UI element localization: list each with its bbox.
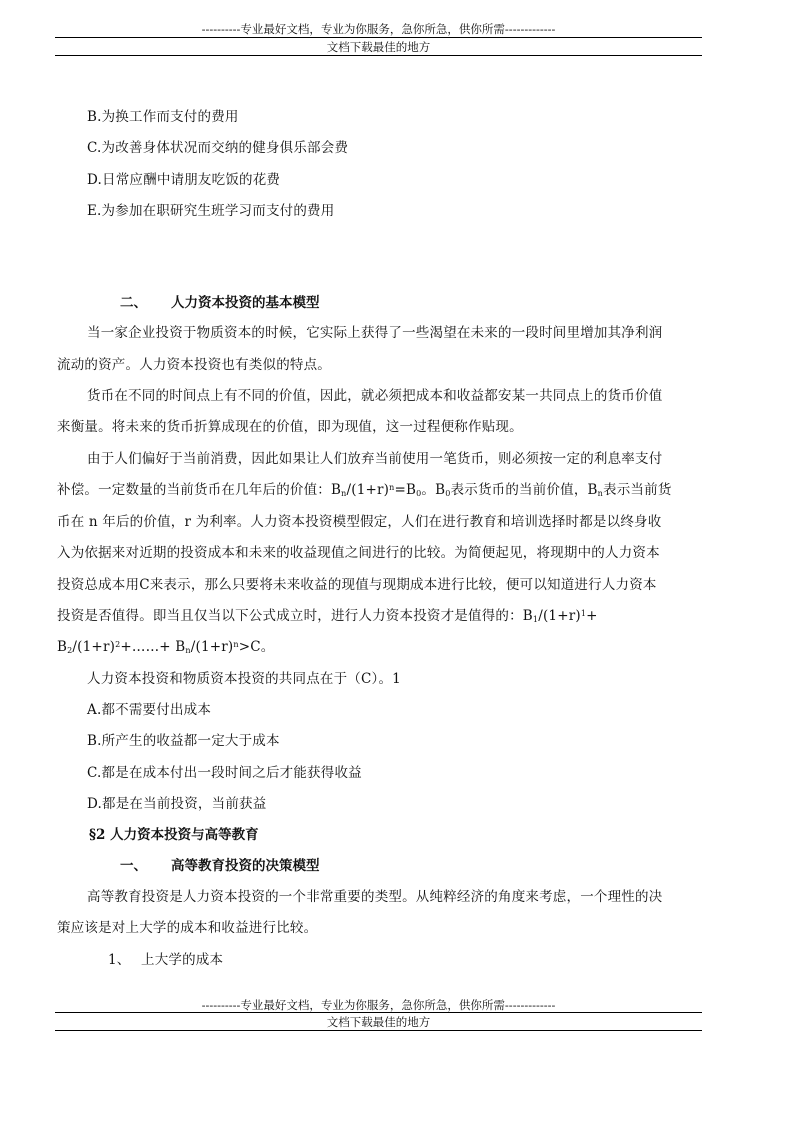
paragraph-line: 币在 n 年后的价值，r 为利率。人力资本投资模型假定，人们在进行教育和培训选择时都是以终身收 bbox=[57, 514, 662, 530]
item-title: 上大学的成本 bbox=[141, 952, 224, 968]
item-number: 1、 bbox=[108, 952, 131, 968]
page-header-subtitle: 文档下载最佳的地方 bbox=[326, 40, 431, 54]
option-b: B.所产生的收益都一定大于成本 bbox=[87, 733, 280, 749]
formula-line: 补偿。一定数量的当前货币在几年后的价值：$B_n/(1+r)^n=B_0$。$B_0$表示货币的当前价值，$B_n$表示当前货 bbox=[57, 482, 672, 498]
footer-rule bbox=[55, 1012, 702, 1013]
section-title: 人力资本投资的基本模型 bbox=[171, 295, 320, 311]
formula-line: 投资是否值得。即当且仅当以下公式成立时，进行人力资本投资才是值得的：$B_1/(1+r)^1+$ bbox=[57, 608, 598, 624]
page-footer-banner: ----------专业最好文档，专业为你服务，急你所急，供你所需------------- bbox=[201, 998, 556, 1012]
option-b: B.为换工作而支付的费用 bbox=[87, 109, 239, 125]
section-number: 一、 bbox=[120, 858, 147, 874]
paragraph-line: 入为依据来对近期的投资成本和未来的收益现值之间进行的比较。为简便起见，将现期中的人力资本 bbox=[57, 545, 660, 561]
header-rule bbox=[55, 37, 702, 38]
option-c: C.为改善身体状况而交纳的健身俱乐部会费 bbox=[87, 140, 349, 156]
footer-rule-bottom bbox=[55, 1030, 702, 1031]
option-d: D.日常应酬中请朋友吃饭的花费 bbox=[87, 172, 281, 188]
question-text: 人力资本投资和物质资本投资的共同点在于（C）。1 bbox=[87, 671, 401, 687]
chapter-heading: §2 人力资本投资与高等教育 bbox=[89, 827, 259, 843]
paragraph-line: 高等教育投资是人力资本投资的一个非常重要的类型。从纯粹经济的角度来考虑，一个理性的决 bbox=[87, 889, 663, 905]
paragraph-line: 投资总成本用C来表示，那么只要将未来收益的现值与现期成本进行比较，便可以知道进行人力资本 bbox=[57, 577, 657, 593]
paragraph-line: 策应该是对上大学的成本和收益进行比较。 bbox=[57, 920, 318, 936]
page-header-banner: ----------专业最好文档，专业为你服务，急你所急，供你所需------------- bbox=[201, 22, 556, 36]
section-number: 二、 bbox=[120, 295, 147, 311]
section-title: 高等教育投资的决策模型 bbox=[171, 858, 320, 874]
option-e: E.为参加在职研究生班学习而支付的费用 bbox=[87, 203, 335, 219]
option-a: A.都不需要付出成本 bbox=[87, 702, 212, 718]
option-d: D.都是在当前投资，当前获益 bbox=[87, 796, 267, 812]
paragraph-line: 来衡量。将未来的货币折算成现在的价值，即为现值，这一过程便称作贴现。 bbox=[57, 419, 523, 435]
formula-line: $B_2/(1+r)^2+\dots\dots+ B_n/(1+r)^n>C$。 bbox=[57, 639, 275, 655]
page-footer-subtitle: 文档下载最佳的地方 bbox=[326, 1015, 431, 1029]
option-c: C.都是在成本付出一段时间之后才能获得收益 bbox=[87, 765, 362, 781]
paragraph-line: 当一家企业投资于物质资本的时候，它实际上获得了一些渴望在未来的一段时间里增加其净利润 bbox=[87, 325, 663, 341]
header-rule-bottom bbox=[55, 55, 702, 56]
paragraph-line: 货币在不同的时间点上有不同的价值，因此，就必须把成本和收益都安某一共同点上的货币价值 bbox=[87, 388, 663, 404]
paragraph-line: 由于人们偏好于当前消费，因此如果让人们放弃当前使用一笔货币，则必须按一定的利息率支付 bbox=[87, 451, 663, 467]
paragraph-line: 流动的资产。人力资本投资也有类似的特点。 bbox=[57, 357, 331, 373]
